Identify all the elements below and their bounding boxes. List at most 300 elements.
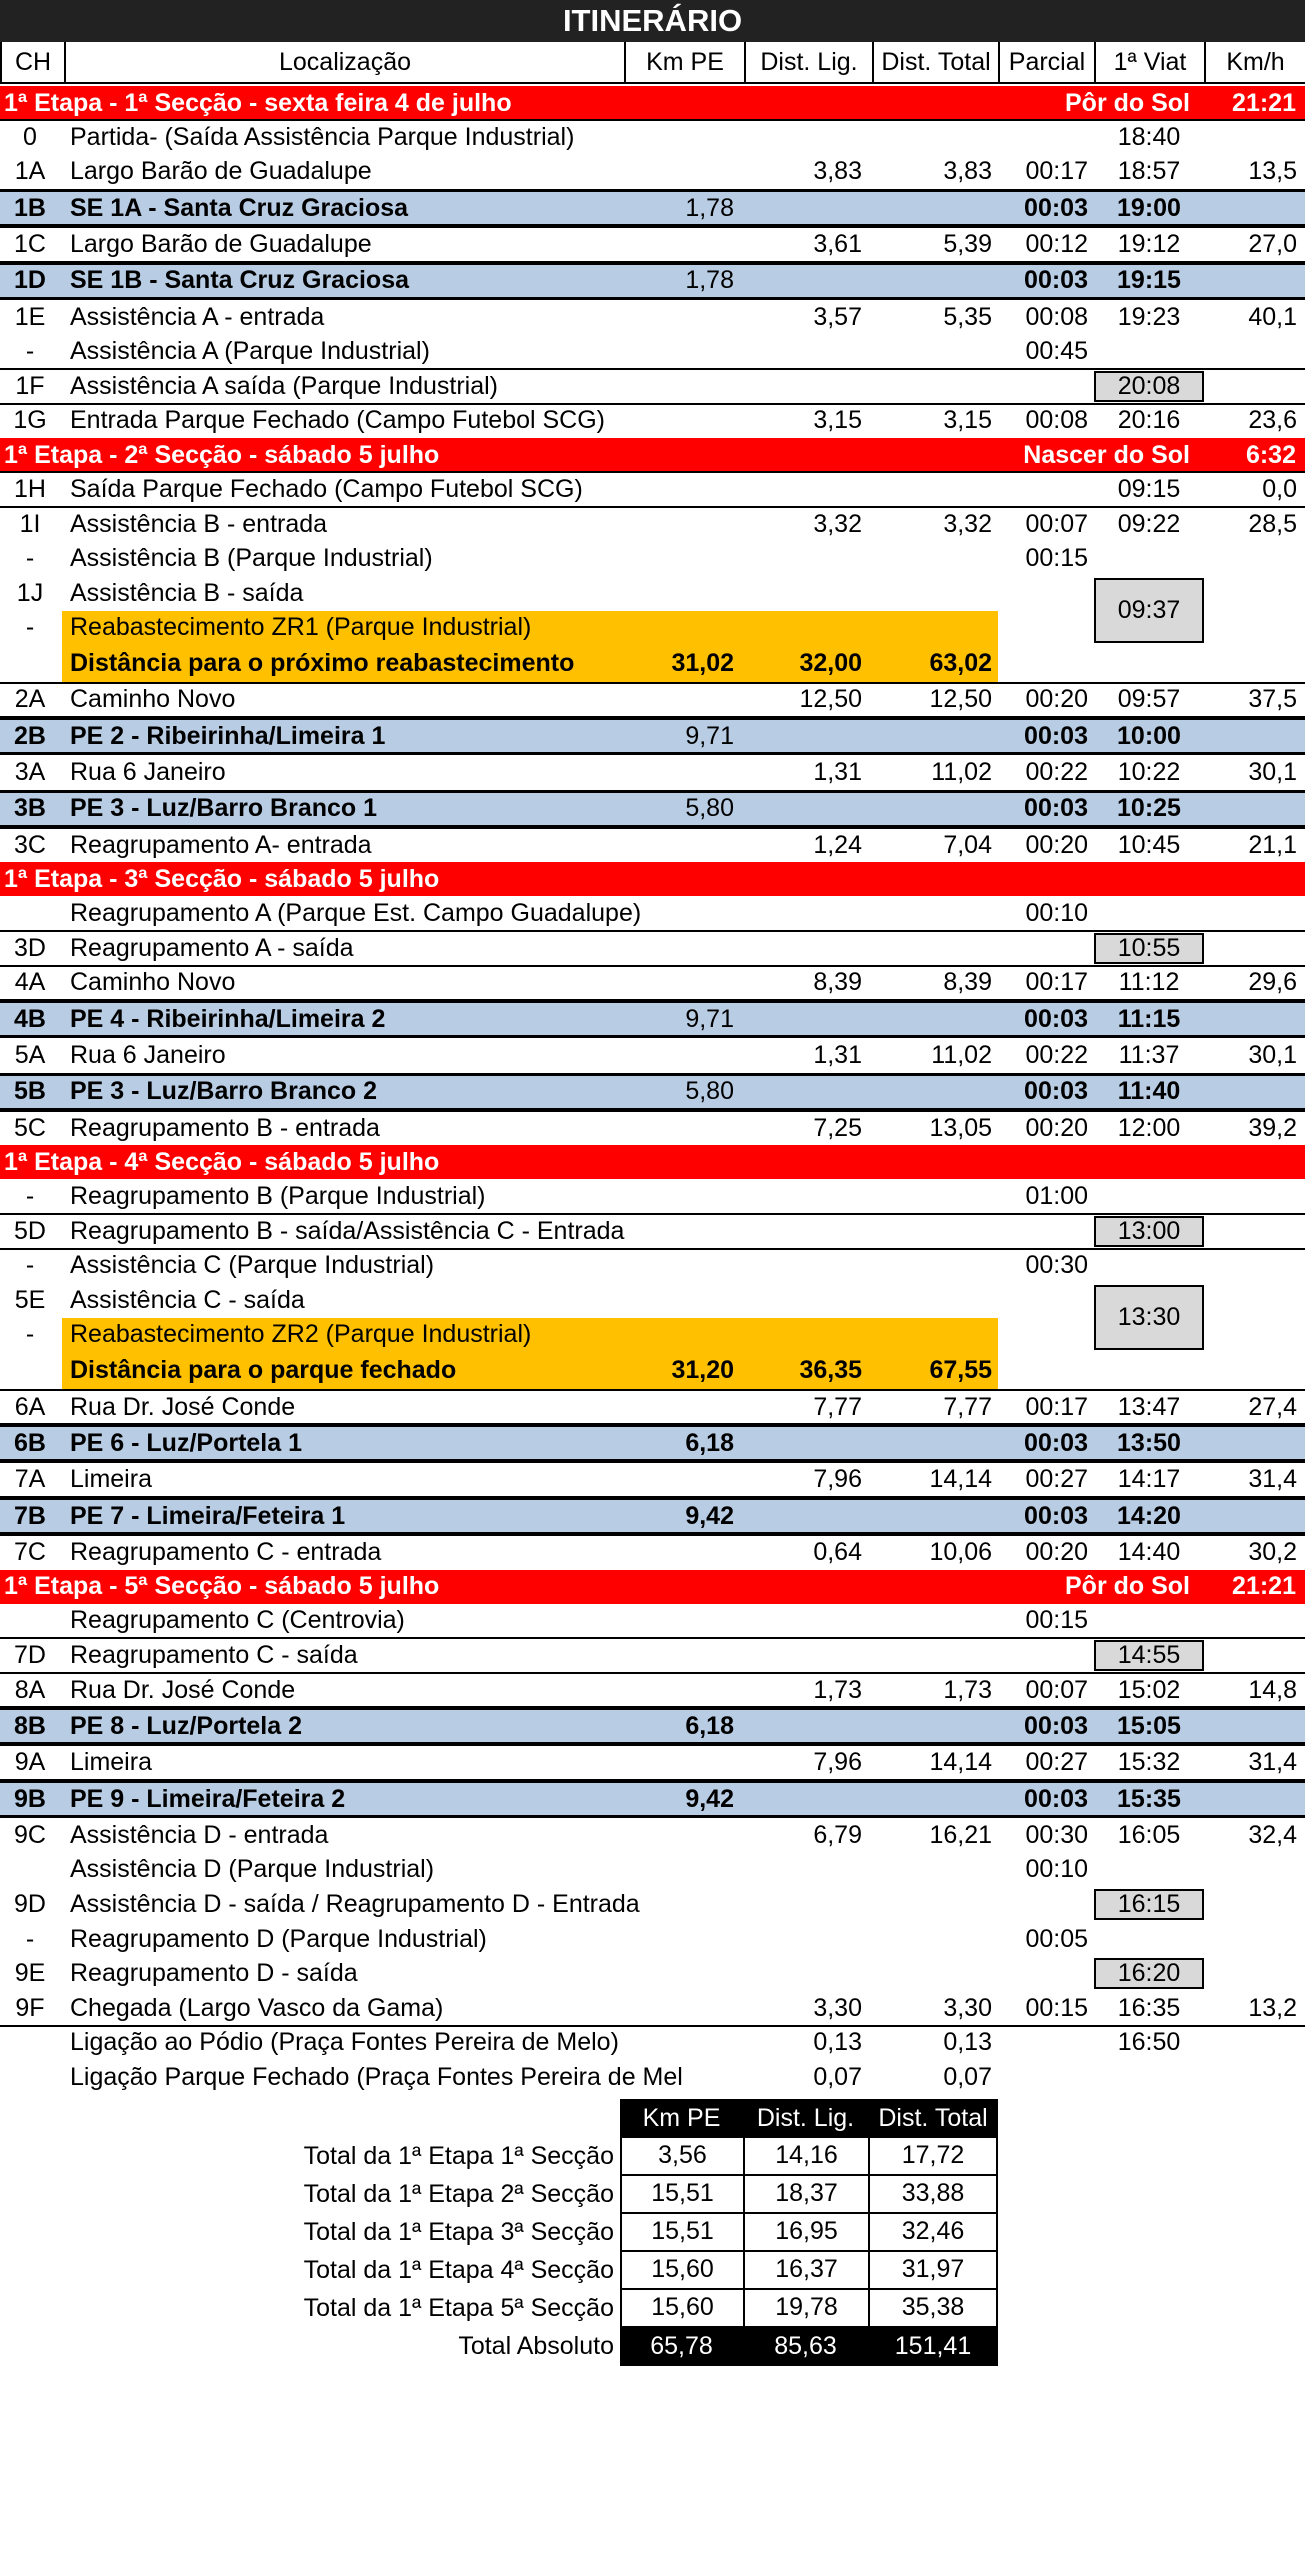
location: Assistência A - entrada bbox=[70, 302, 325, 331]
summary-label: Total da 1ª Etapa 2ª Secção bbox=[303, 2179, 614, 2208]
km-pe bbox=[630, 755, 740, 790]
section-title: 1ª Etapa - 1ª Secção - sexta feira 4 de julho bbox=[4, 88, 512, 117]
partial-time: 00:03 bbox=[1024, 193, 1088, 222]
dist-lig bbox=[740, 1003, 868, 1035]
location: PE 2 - Ribeirinha/Limeira 1 bbox=[70, 721, 386, 750]
dist-lig bbox=[740, 576, 868, 611]
summary-header bbox=[0, 2099, 1000, 2138]
km-pe bbox=[630, 896, 740, 931]
row-divider bbox=[0, 506, 1305, 508]
speed bbox=[1204, 120, 1303, 155]
dist-lig bbox=[740, 1214, 868, 1249]
checkpoint-code: 9E bbox=[14, 1959, 46, 1988]
km-pe bbox=[630, 931, 740, 966]
speed bbox=[1204, 2060, 1303, 2095]
dist-total bbox=[868, 896, 998, 931]
checkpoint-code bbox=[0, 1853, 60, 1888]
row-divider bbox=[0, 930, 1305, 932]
partial-time: 00:07 bbox=[1025, 509, 1088, 538]
speed bbox=[1204, 369, 1303, 404]
summary-value: Dist. Lig. bbox=[743, 2099, 868, 2138]
checkpoint-code: 9B bbox=[14, 1784, 46, 1813]
location: Reagrupamento C - entrada bbox=[70, 1537, 382, 1566]
first-car-time: 12:00 bbox=[1117, 1113, 1181, 1142]
time-box: 16:15 bbox=[1094, 1889, 1204, 1920]
first-car-time: 14:17 bbox=[1117, 1465, 1181, 1494]
location: Assistência D (Parque Industrial) bbox=[70, 1855, 435, 1884]
checkpoint-code: - bbox=[25, 1924, 35, 1953]
checkpoint-code: 5E bbox=[14, 1285, 46, 1314]
first-car-time: 14:40 bbox=[1117, 1537, 1181, 1566]
dist-lig: 3,61 bbox=[813, 229, 862, 258]
partial-time: 00:03 bbox=[1024, 1784, 1088, 1813]
table-row bbox=[0, 334, 1305, 369]
partial-time bbox=[998, 931, 1094, 966]
dist-total bbox=[868, 793, 998, 825]
summary-label: Total da 1ª Etapa 4ª Secção bbox=[303, 2255, 614, 2284]
km-pe bbox=[630, 1818, 740, 1853]
location: Distância para o próximo reabastecimento bbox=[70, 649, 575, 678]
speed: 13,5 bbox=[1248, 157, 1297, 186]
sun-time: 6:32 bbox=[1245, 440, 1296, 469]
location: Caminho Novo bbox=[70, 685, 236, 714]
dist-total: 3,15 bbox=[943, 406, 992, 435]
dist-total bbox=[868, 1922, 998, 1957]
checkpoint-code: - bbox=[25, 544, 35, 573]
dist-lig: 0,64 bbox=[813, 1537, 862, 1566]
km-pe bbox=[630, 1638, 740, 1673]
summary-label: Total Absoluto bbox=[458, 2331, 614, 2360]
summary-value: 16,37 bbox=[743, 2251, 868, 2290]
speed bbox=[1204, 334, 1303, 369]
dist-lig bbox=[740, 1922, 868, 1957]
row-divider bbox=[0, 827, 1305, 829]
speed bbox=[1204, 1352, 1303, 1390]
km-pe: 9,42 bbox=[685, 1501, 734, 1530]
dist-lig bbox=[740, 265, 868, 297]
dist-lig bbox=[740, 1249, 868, 1284]
dist-lig bbox=[740, 1853, 868, 1888]
summary-value: 18,37 bbox=[743, 2175, 868, 2214]
dist-lig: 7,77 bbox=[813, 1392, 862, 1421]
km-pe bbox=[630, 2026, 740, 2061]
section-title: 1ª Etapa - 2ª Secção - sábado 5 julho bbox=[4, 440, 440, 469]
partial-time: 00:45 bbox=[1025, 337, 1088, 366]
location: Assistência C (Parque Industrial) bbox=[70, 1251, 435, 1280]
km-pe bbox=[630, 1673, 740, 1708]
checkpoint-code: 6A bbox=[14, 1392, 46, 1421]
summary-value: 151,41 bbox=[868, 2327, 998, 2366]
speed bbox=[1204, 2026, 1303, 2061]
location: Largo Barão de Guadalupe bbox=[70, 157, 372, 186]
speed: 28,5 bbox=[1248, 509, 1297, 538]
partial-time: 00:12 bbox=[1025, 229, 1088, 258]
location: Reagrupamento C (Centrovia) bbox=[70, 1606, 405, 1635]
checkpoint-code: 3D bbox=[14, 933, 46, 962]
location: Limeira bbox=[70, 1748, 152, 1777]
dist-total: 3,32 bbox=[943, 509, 992, 538]
checkpoint-code bbox=[0, 1604, 60, 1639]
summary-value: 65,78 bbox=[620, 2327, 743, 2366]
location: PE 9 - Limeira/Feteira 2 bbox=[70, 1784, 346, 1813]
dist-total: 67,55 bbox=[929, 1356, 992, 1385]
dist-total bbox=[868, 1076, 998, 1108]
dist-total: 5,35 bbox=[943, 302, 992, 331]
dist-total: 16,21 bbox=[929, 1820, 992, 1849]
checkpoint-code: 9C bbox=[14, 1820, 46, 1849]
km-pe bbox=[630, 1745, 740, 1780]
location: PE 7 - Limeira/Feteira 1 bbox=[70, 1501, 346, 1530]
location: PE 8 - Luz/Portela 2 bbox=[70, 1711, 303, 1740]
speed: 14,8 bbox=[1248, 1675, 1297, 1704]
partial-time: 01:00 bbox=[1025, 1182, 1088, 1211]
km-pe bbox=[630, 369, 740, 404]
dist-total: 7,04 bbox=[943, 830, 992, 859]
checkpoint-code: 1H bbox=[14, 474, 46, 503]
dist-lig: 3,32 bbox=[813, 509, 862, 538]
first-car-time bbox=[1094, 334, 1204, 369]
checkpoint-code: 1B bbox=[14, 193, 46, 222]
partial-time: 00:22 bbox=[1025, 757, 1088, 786]
first-car-time bbox=[1094, 1352, 1204, 1390]
dist-total: 1,73 bbox=[943, 1675, 992, 1704]
speed: 32,4 bbox=[1248, 1820, 1297, 1849]
summary-value: Dist. Total bbox=[868, 2099, 998, 2138]
first-car-time bbox=[1094, 1853, 1204, 1888]
time-box: 20:08 bbox=[1094, 371, 1204, 402]
location: Reagrupamento B - saída/Assistência C - Entrada bbox=[70, 1216, 625, 1245]
location: Assistência B (Parque Industrial) bbox=[70, 544, 433, 573]
table-row bbox=[0, 2060, 1305, 2095]
checkpoint-code: 9D bbox=[14, 1889, 46, 1918]
summary-row bbox=[0, 2175, 1000, 2214]
row-divider bbox=[0, 1637, 1305, 1639]
km-pe bbox=[630, 828, 740, 863]
checkpoint-code: 8A bbox=[14, 1675, 46, 1704]
dist-lig: 8,39 bbox=[813, 968, 862, 997]
row-divider bbox=[0, 1213, 1305, 1215]
row-divider bbox=[0, 1706, 1305, 1708]
row-divider bbox=[0, 226, 1305, 228]
checkpoint-code: 1C bbox=[14, 229, 46, 258]
table-row bbox=[0, 1000, 1305, 1038]
speed bbox=[1204, 1710, 1303, 1742]
sun-label: Pôr do Sol bbox=[1065, 1572, 1190, 1601]
column-header: CH bbox=[2, 42, 66, 82]
km-pe: 5,80 bbox=[685, 1077, 734, 1106]
location: Reagrupamento D (Parque Industrial) bbox=[70, 1924, 487, 1953]
dist-lig bbox=[740, 720, 868, 752]
summary-value: 85,63 bbox=[743, 2327, 868, 2366]
row-divider bbox=[0, 1389, 1305, 1391]
summary-label: Total da 1ª Etapa 5ª Secção bbox=[303, 2293, 614, 2322]
table-row bbox=[0, 507, 1305, 542]
dist-lig bbox=[740, 1710, 868, 1742]
dist-total bbox=[868, 1003, 998, 1035]
location: Reagrupamento C - saída bbox=[70, 1640, 358, 1669]
summary-row bbox=[0, 2251, 1000, 2290]
speed bbox=[1204, 1604, 1303, 1639]
dist-lig: 3,83 bbox=[813, 157, 862, 186]
dist-total bbox=[868, 192, 998, 224]
km-pe bbox=[630, 576, 740, 611]
table-row bbox=[0, 541, 1305, 576]
checkpoint-code: - bbox=[25, 1182, 35, 1211]
partial-time: 00:03 bbox=[1024, 1004, 1088, 1033]
partial-time: 00:05 bbox=[1025, 1924, 1088, 1953]
time-box: 14:55 bbox=[1094, 1640, 1204, 1671]
checkpoint-code: - bbox=[25, 613, 35, 642]
dist-lig bbox=[740, 541, 868, 576]
speed bbox=[1204, 1249, 1303, 1284]
partial-time: 00:17 bbox=[1025, 157, 1088, 186]
checkpoint-code: 5C bbox=[14, 1113, 46, 1142]
summary-value: Km PE bbox=[620, 2099, 743, 2138]
summary-value: 32,46 bbox=[868, 2213, 998, 2252]
speed: 27,4 bbox=[1248, 1392, 1297, 1421]
table-row bbox=[0, 645, 1305, 683]
partial-time: 00:03 bbox=[1024, 794, 1088, 823]
dist-lig: 12,50 bbox=[799, 685, 862, 714]
speed: 40,1 bbox=[1248, 302, 1297, 331]
km-pe bbox=[630, 541, 740, 576]
sun-label: Nascer do Sol bbox=[1023, 440, 1190, 469]
section-header bbox=[0, 438, 1305, 472]
speed bbox=[1204, 793, 1303, 825]
partial-time: 00:03 bbox=[1024, 1711, 1088, 1740]
speed bbox=[1204, 1318, 1303, 1352]
column-header: Km/h bbox=[1206, 42, 1305, 82]
dist-total bbox=[868, 120, 998, 155]
table-row bbox=[0, 1853, 1305, 1888]
location: Ligação Parque Fechado (Praça Fontes Pereira de Mel bbox=[70, 2062, 683, 2091]
section-title: 1ª Etapa - 4ª Secção - sábado 5 julho bbox=[4, 1147, 440, 1176]
first-car-time: 11:37 bbox=[1118, 1040, 1180, 1069]
partial-time: 00:20 bbox=[1025, 1113, 1088, 1142]
dist-total bbox=[868, 1249, 998, 1284]
summary-row bbox=[0, 2137, 1000, 2176]
km-pe bbox=[630, 1922, 740, 1957]
location: Reagrupamento B (Parque Industrial) bbox=[70, 1182, 486, 1211]
table-row bbox=[0, 1922, 1305, 1957]
location: Reagrupamento A (Parque Est. Campo Guadalupe) bbox=[70, 899, 642, 928]
partial-time: 00:20 bbox=[1025, 830, 1088, 859]
speed: 37,5 bbox=[1248, 685, 1297, 714]
first-car-time: 15:32 bbox=[1117, 1748, 1181, 1777]
first-car-time: 09:15 bbox=[1117, 474, 1181, 503]
dist-total bbox=[868, 1853, 998, 1888]
dist-total bbox=[868, 1638, 998, 1673]
first-car-time: 18:40 bbox=[1117, 122, 1181, 151]
row-divider bbox=[0, 368, 1305, 370]
partial-time: 00:03 bbox=[1024, 1428, 1088, 1457]
first-car-time: 16:05 bbox=[1117, 1820, 1181, 1849]
checkpoint-code: 7D bbox=[14, 1640, 46, 1669]
summary-value: 31,97 bbox=[868, 2251, 998, 2290]
partial-time bbox=[998, 1283, 1094, 1318]
row-divider bbox=[0, 965, 1305, 967]
dist-lig: 7,25 bbox=[813, 1113, 862, 1142]
dist-total bbox=[868, 931, 998, 966]
speed bbox=[1204, 611, 1303, 645]
table-row bbox=[0, 1780, 1305, 1818]
dist-lig: 6,79 bbox=[813, 1820, 862, 1849]
partial-time bbox=[998, 1214, 1094, 1249]
first-car-time bbox=[1094, 1179, 1204, 1214]
location: Assistência B - saída bbox=[70, 578, 304, 607]
speed: 30,1 bbox=[1248, 1040, 1297, 1069]
row-divider bbox=[0, 403, 1305, 405]
km-pe bbox=[630, 1249, 740, 1284]
table-row bbox=[0, 790, 1305, 828]
dist-total: 13,05 bbox=[929, 1113, 992, 1142]
table-row bbox=[0, 300, 1305, 335]
partial-time bbox=[998, 2060, 1094, 2095]
checkpoint-code: 8B bbox=[14, 1711, 46, 1740]
speed bbox=[1204, 896, 1303, 931]
checkpoint-code: 1G bbox=[13, 406, 47, 435]
speed: 30,1 bbox=[1248, 757, 1297, 786]
sun-time: 21:21 bbox=[1232, 88, 1296, 117]
location: Largo Barão de Guadalupe bbox=[70, 229, 372, 258]
dist-total bbox=[868, 265, 998, 297]
km-pe: 9,42 bbox=[685, 1784, 734, 1813]
time-box: 13:00 bbox=[1094, 1216, 1204, 1247]
column-header: Dist. Lig. bbox=[746, 42, 874, 82]
checkpoint-code: 1D bbox=[14, 266, 46, 295]
dist-lig: 32,00 bbox=[799, 649, 862, 678]
first-car-time bbox=[1094, 541, 1204, 576]
first-car-time: 10:22 bbox=[1117, 757, 1181, 786]
speed bbox=[1204, 1179, 1303, 1214]
column-header: Dist. Total bbox=[874, 42, 1000, 82]
km-pe bbox=[630, 334, 740, 369]
table-row bbox=[0, 2026, 1305, 2061]
checkpoint-code bbox=[0, 896, 60, 931]
location: SE 1A - Santa Cruz Graciosa bbox=[70, 193, 409, 222]
partial-time: 00:03 bbox=[1024, 721, 1088, 750]
location: Ligação ao Pódio (Praça Fontes Pereira de Melo) bbox=[70, 2028, 619, 2057]
km-pe bbox=[630, 2060, 740, 2095]
summary-row bbox=[0, 2327, 1000, 2366]
km-pe: 31,02 bbox=[671, 649, 734, 678]
dist-lig bbox=[740, 334, 868, 369]
location: Assistência D - saída / Reagrupamento D - Entrada bbox=[70, 1889, 640, 1918]
section-title: 1ª Etapa - 5ª Secção - sábado 5 julho bbox=[4, 1572, 440, 1601]
checkpoint-code: 3B bbox=[14, 794, 46, 823]
checkpoint-code: 3C bbox=[14, 830, 46, 859]
dist-lig: 0,13 bbox=[813, 2028, 862, 2057]
first-car-time: 11:15 bbox=[1117, 1004, 1181, 1033]
first-car-time: 10:45 bbox=[1117, 830, 1181, 859]
checkpoint-code: 6B bbox=[14, 1428, 46, 1457]
column-header: Parcial bbox=[1000, 42, 1096, 82]
km-pe bbox=[630, 1887, 740, 1922]
km-pe bbox=[630, 1283, 740, 1318]
row-divider bbox=[0, 682, 1305, 684]
dist-lig bbox=[740, 472, 868, 507]
table-row bbox=[0, 1352, 1305, 1390]
location: PE 3 - Luz/Barro Branco 2 bbox=[70, 1077, 378, 1106]
dist-total: 3,30 bbox=[943, 1993, 992, 2022]
dist-total: 3,83 bbox=[943, 157, 992, 186]
section-header bbox=[0, 1570, 1305, 1604]
location: Caminho Novo bbox=[70, 968, 236, 997]
location: Assistência A (Parque Industrial) bbox=[70, 337, 430, 366]
partial-time: 00:22 bbox=[1025, 1040, 1088, 1069]
table-row bbox=[0, 262, 1305, 300]
dist-total bbox=[868, 1604, 998, 1639]
table-row bbox=[0, 1390, 1305, 1425]
dist-total: 14,14 bbox=[929, 1465, 992, 1494]
table-row bbox=[0, 120, 1305, 155]
first-car-time bbox=[1094, 645, 1204, 683]
dist-total bbox=[868, 1283, 998, 1318]
location: Reagrupamento B - entrada bbox=[70, 1113, 380, 1142]
speed bbox=[1204, 541, 1303, 576]
speed: 31,4 bbox=[1248, 1748, 1297, 1777]
km-pe: 9,71 bbox=[685, 721, 734, 750]
location: Rua Dr. José Conde bbox=[70, 1392, 296, 1421]
table-row bbox=[0, 1424, 1305, 1462]
table-row bbox=[0, 1111, 1305, 1146]
checkpoint-code bbox=[0, 2060, 60, 2095]
summary-value: 14,16 bbox=[743, 2137, 868, 2176]
table-row bbox=[0, 683, 1305, 718]
partial-time bbox=[998, 611, 1094, 645]
location: Rua 6 Janeiro bbox=[70, 1040, 226, 1069]
location: Assistência A saída (Parque Industrial) bbox=[70, 371, 499, 400]
partial-time: 00:27 bbox=[1025, 1465, 1088, 1494]
first-car-time: 14:20 bbox=[1117, 1501, 1181, 1530]
partial-time bbox=[998, 472, 1094, 507]
table-row bbox=[0, 1745, 1305, 1780]
row-divider bbox=[0, 119, 1305, 121]
partial-time: 00:10 bbox=[1025, 899, 1088, 928]
km-pe bbox=[630, 1853, 740, 1888]
time-box: 16:20 bbox=[1094, 1958, 1204, 1989]
speed: 29,6 bbox=[1248, 968, 1297, 997]
dist-total bbox=[868, 1179, 998, 1214]
checkpoint-code: 7C bbox=[14, 1537, 46, 1566]
speed bbox=[1204, 1076, 1303, 1108]
first-car-time: 19:12 bbox=[1117, 229, 1181, 258]
speed bbox=[1204, 1638, 1303, 1673]
dist-total: 7,77 bbox=[943, 1392, 992, 1421]
row-divider bbox=[0, 471, 1305, 473]
sun-time: 21:21 bbox=[1232, 1572, 1296, 1601]
partial-time: 00:17 bbox=[1025, 968, 1088, 997]
speed bbox=[1204, 192, 1303, 224]
km-pe bbox=[630, 300, 740, 335]
dist-lig bbox=[740, 120, 868, 155]
dist-total bbox=[868, 1318, 998, 1352]
column-header: 1ª Viat bbox=[1096, 42, 1206, 82]
summary-row bbox=[0, 2213, 1000, 2252]
partial-time: 00:15 bbox=[1025, 544, 1088, 573]
checkpoint-code bbox=[0, 645, 60, 683]
time-box: 09:37 bbox=[1094, 578, 1204, 643]
dist-total bbox=[868, 472, 998, 507]
checkpoint-code bbox=[0, 2026, 60, 2061]
dist-total bbox=[868, 1887, 998, 1922]
partial-time: 00:07 bbox=[1025, 1675, 1088, 1704]
dist-lig: 0,07 bbox=[813, 2062, 862, 2091]
summary-value: 15,51 bbox=[620, 2213, 743, 2252]
partial-time: 00:08 bbox=[1025, 302, 1088, 331]
table-row bbox=[0, 1462, 1305, 1497]
speed bbox=[1204, 1283, 1303, 1318]
